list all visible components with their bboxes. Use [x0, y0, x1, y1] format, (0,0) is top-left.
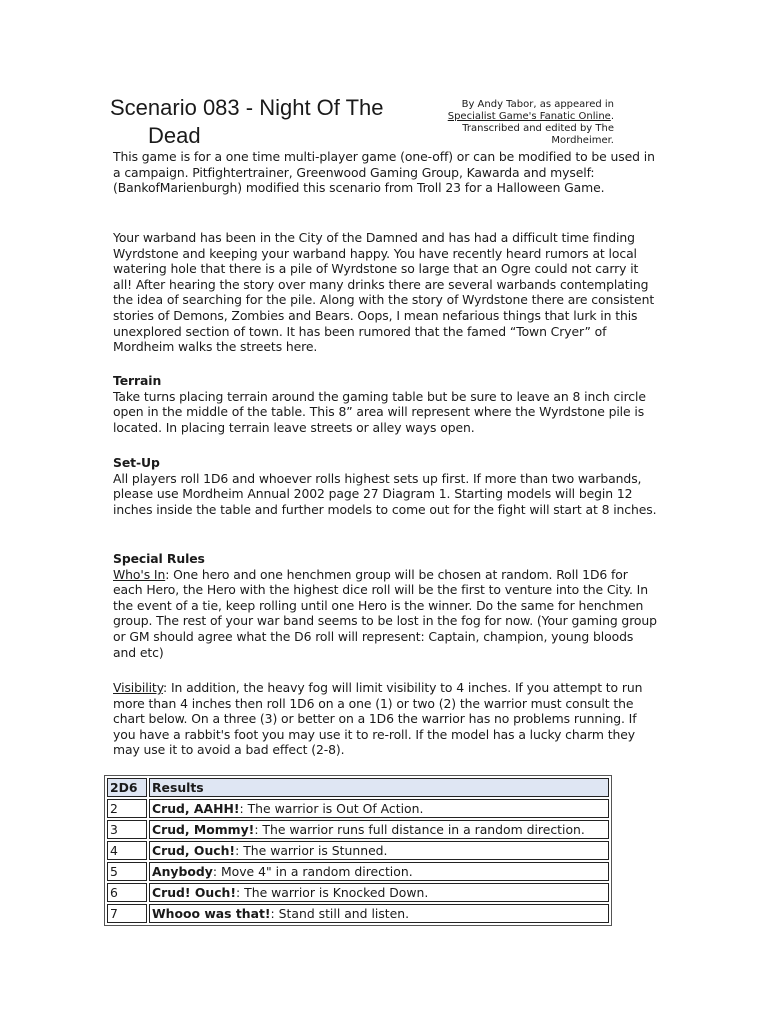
result-name: Crud, AAHH!: [152, 801, 240, 816]
table-row: [107, 820, 609, 839]
byline-source-line: [430, 111, 614, 123]
intro-paragraph-block: [113, 149, 658, 196]
visibility-text: : In addition, the heavy fog will limit visibility to 4 inches. If you attempt to run more than 4 inches then roll 1D6 on a one (1) or two (2) the warrior must consult the chart below. On a three (3) or better on a 1D6 the warrior has no problems running. If you have a rabbit's foot you may use it to re-roll. If the model has a lucky charm they may use it to avoid a bad effect (2-8).: [113, 680, 643, 758]
visibility-label: Visibility: [113, 680, 164, 695]
source-link[interactable]: Specialist Game's Fanatic Online: [447, 111, 611, 122]
table-cell-roll: 4: [107, 841, 147, 860]
page-title: [110, 94, 420, 150]
result-name: Crud, Mommy!: [152, 822, 255, 837]
table-cell-roll: 5: [107, 862, 147, 881]
result-effect: : The warrior is Out Of Action.: [239, 801, 424, 816]
table-cell-roll: 2: [107, 799, 147, 818]
author-byline: [430, 99, 614, 147]
title-line-2: Dead: [148, 123, 201, 148]
setup-heading: Set-Up: [113, 455, 160, 470]
result-name: Crud! Ouch!: [152, 885, 237, 900]
visibility-section: [113, 680, 658, 758]
special-rules-heading: Special Rules: [113, 551, 205, 566]
setup-section: [113, 455, 658, 517]
terrain-text: Take turns placing terrain around the gaming table but be sure to leave an 8 inch circle open in the middle of the table. This 8” area will represent where the Wyrdstone pile is located. In placing terrain leave streets or alley ways open.: [113, 388, 646, 435]
title-line-1: Scenario 083 - Night Of The: [110, 95, 384, 120]
result-effect: : Stand still and listen.: [270, 906, 410, 921]
byline-transcriber: Transcribed and edited by The: [462, 123, 614, 134]
table-row: [107, 841, 609, 860]
special-rules-section: [113, 551, 658, 660]
table-cell-result: [149, 820, 609, 839]
table-row: [107, 799, 609, 818]
table-row: [107, 883, 609, 902]
table-header-results: Results: [149, 778, 609, 797]
byline-transcriber-name: Mordheimer.: [551, 135, 614, 146]
result-effect: : Move 4" in a random direction.: [212, 864, 413, 879]
table-cell-result: [149, 904, 609, 923]
table-header-roll: 2D6: [107, 778, 147, 797]
table-cell-roll: 7: [107, 904, 147, 923]
results-table: [104, 775, 612, 926]
result-effect: : The warrior is Stunned.: [235, 843, 388, 858]
setup-text: All players roll 1D6 and whoever rolls highest sets up first. If more than two warbands, please use Mordheim Annual 2002 page 27 Diagram 1. Starting models will begin 12 inches inside the table and further models to come out for the fight will start at 8 inches.: [113, 470, 657, 517]
table-header-row: [107, 778, 609, 797]
table-cell-roll: 3: [107, 820, 147, 839]
visibility-paragraph: [113, 680, 658, 758]
result-effect: : The warrior is Knocked Down.: [236, 885, 429, 900]
whos-in-text: : One hero and one henchmen group will be chosen at random. Roll 1D6 for each Hero, the Hero with the highest dice roll will be the first to venture into the City. In the event of a tie, keep rolling until one Hero is the winner. Do the same for henchmen group. The rest of your war band seems to be lost in the fog for now. (Your gaming group or GM should agree what the D6 roll will represent: Captain, champion, young bloods and etc): [113, 566, 657, 660]
table-row: [107, 904, 609, 923]
story-paragraph: Your warband has been in the City of the Damned and has had a difficult time finding Wyrdstone and keeping your warband happy. You have recently heard rumors at local watering hole that there is a pile of Wyrdstone so large that an Ogre could not carry it all! After hearing the story over many drinks there are several warbands contemplating the idea of searching for the pile. Along with the story of Wyrdstone there are consistent stories of Demons, Zombies and Bears. Oops, I mean nefarious things that lurk in this unexplored section of town. It has been rumored that the famed “Town Cryer” of Mordheim walks the streets here.: [113, 230, 655, 355]
whos-in-label: Who's In: [113, 566, 166, 582]
intro-paragraph: This game is for a one time multi-player game (one-off) or can be modified to be used in a campaign. Pitfightertrainer, Greenwood Gaming Group, Kawarda and myself: (BankofMarienburgh) modified this scenario from Troll 23 for a Halloween Game.: [113, 149, 655, 196]
story-paragraph-block: [113, 230, 658, 355]
source-suffix: .: [610, 111, 614, 122]
byline-author: By Andy Tabor, as appeared in: [461, 99, 614, 110]
terrain-heading: Terrain: [113, 373, 162, 388]
whos-in-paragraph: [113, 567, 658, 661]
table-cell-result: [149, 841, 609, 860]
result-name: Anybody: [152, 864, 213, 879]
result-effect: : The warrior runs full distance in a random direction.: [254, 822, 585, 837]
result-name: Crud, Ouch!: [152, 843, 236, 858]
table-row: [107, 862, 609, 881]
table-cell-result: [149, 799, 609, 818]
result-name: Whooo was that!: [152, 906, 271, 921]
terrain-section: [113, 373, 658, 435]
table-cell-result: [149, 862, 609, 881]
table-cell-roll: 6: [107, 883, 147, 902]
table-cell-result: [149, 883, 609, 902]
